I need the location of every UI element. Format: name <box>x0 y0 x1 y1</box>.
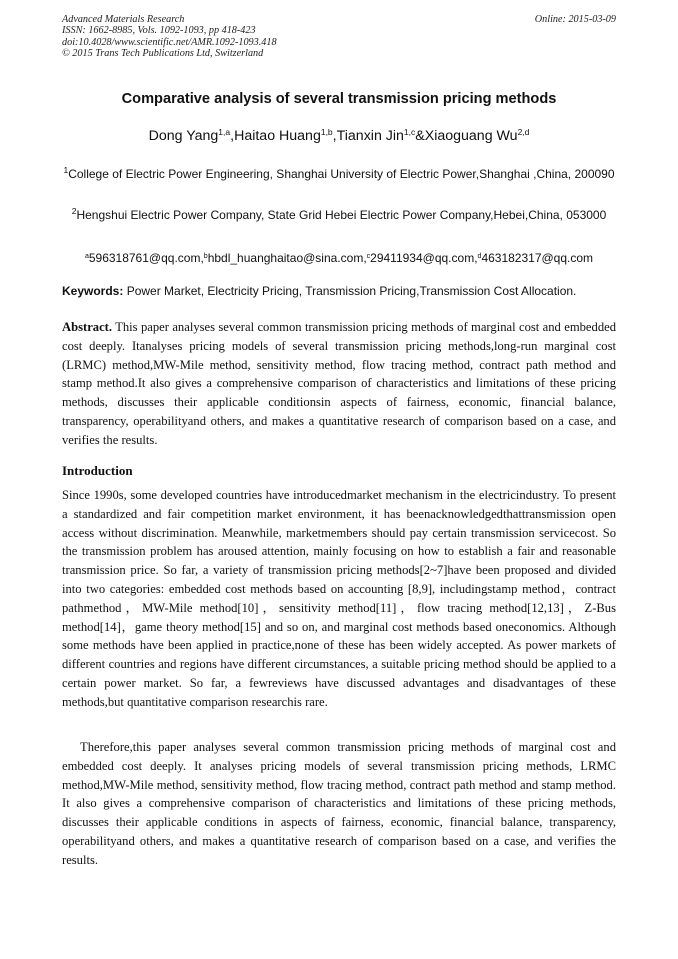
author-sup: 2,d <box>517 127 530 137</box>
author-sup: 1,b <box>320 127 333 137</box>
affiliation-text: College of Electric Power Engineering, Shanghai University of Electric Power,Shanghai ,China, 200090 <box>68 167 615 181</box>
email-address: 596318761@qq.com, <box>88 251 204 265</box>
online-date: Online: 2015-03-09 <box>534 14 616 25</box>
email-sup: a <box>84 253 89 260</box>
keywords-line <box>62 284 616 298</box>
author-separator: , <box>332 128 337 144</box>
author-sup: 1,c <box>403 127 416 137</box>
abstract-label: Abstract. <box>62 320 113 334</box>
email-sup: c <box>366 253 371 260</box>
email-address: hbdl_huanghaitao@sina.com, <box>207 251 367 265</box>
affiliation-text: Hengshui Electric Power Company, State Grid Hebei Electric Power Company,Hebei,China, 053000 <box>76 208 607 222</box>
journal-header <box>62 14 616 59</box>
issn-line: ISSN: 1662-8985, Vols. 1092-1093, pp 418-423 <box>62 25 256 37</box>
abstract-paragraph <box>62 318 616 450</box>
keywords-text: Power Market, Electricity Pricing, Transmission Pricing,Transmission Cost Allocation. <box>123 284 577 298</box>
intro-paragraph-1: Since 1990s, some developed countries have introducedmarket mechanism in the electricindustry. To present a standardized and fair competition market environment, it has beenacknowledgedthattransmission open access without discrimination. Meanwhile, marketmembers should pay certain transmission servicecost. So the transmission problem has aroused attention, mainly focusing on how to establish a fair and reasonable transmission price. So far, a variety of transmission pricing methods[2~7]have been proposed and divided into two categories: embedded cost methods based on accounting [8,9], includingstamp method，contract pathmethod，MW-Mile method[10]，sensitivity method[11]，flow tracing method[12,13]，Z-Bus method[14]，game theory method[15] and so on, and marginal cost methods based oneconomics. Although some methods have been applied in practice,none of these has been widely accepted. As power markets of different countries and regions have different circumstances, a suitable pricing method should be applied to a certain power market. So far, a fewreviews have discussed advantages and disadvantages of these methods,but quantitative comparison researchis rare. <box>62 488 616 709</box>
author-separator: & <box>415 128 425 144</box>
author-separator: , <box>230 128 235 144</box>
author-name: Xiaoguang Wu <box>424 128 518 144</box>
author-list <box>62 128 616 144</box>
email-list <box>62 251 616 265</box>
email-address: 29411934@qq.com, <box>370 251 478 265</box>
paper-title: Comparative analysis of several transmission pricing methods <box>121 91 557 107</box>
affiliation-2 <box>62 206 616 225</box>
copyright-line: © 2015 Trans Tech Publications Ltd, Switzerland <box>62 47 264 59</box>
affiliation-sup: 1 <box>63 165 69 175</box>
email-sup: d <box>477 253 482 260</box>
doi-line: doi:10.4028/www.scientific.net/AMR.1092-1093.418 <box>62 36 277 48</box>
author-name: Tianxin Jin <box>336 128 404 144</box>
author-name: Dong Yang <box>148 128 219 144</box>
affiliation-sup: 2 <box>71 206 77 216</box>
author-sup: 1,a <box>218 127 231 137</box>
intro-paragraph-2: Therefore,this paper analyses several common transmission pricing methods of marginal cost and embedded cost deeply. It analyses pricing models of several transmission pricing methods, LRMC method,MW-Mile method, sensitivity method, flow tracing method, contract path method and stamp method. It also gives a comprehensive comparison of characteristics and limitations of these pricing methods, discusses their applicable conditions in aspects of fairness, economic, financial balance, transparency, operabilityand others, and makes a quantitative research of comparison based on a case, and verifies the results. <box>62 740 616 867</box>
journal-name: Advanced Materials Research <box>62 14 185 25</box>
email-sup: b <box>203 253 208 260</box>
keywords-label: Keywords: <box>62 284 124 298</box>
section-heading-introduction: Introduction <box>62 463 133 478</box>
affiliation-1 <box>62 165 616 184</box>
author-name: Haitao Huang <box>234 128 321 144</box>
email-address: 463182317@qq.com <box>481 251 594 265</box>
abstract-text: This paper analyses several common transmission pricing methods of marginal cost and embedded cost deeply. Itanalyses pricing models of several transmission pricing methods,long-run marginal cost (LRMC) method,MW-Mile method, sensitivity method, flow tracing method, contract path method and stamp method.It also gives a comprehensive comparison of characteristics and limitations of these pricing methods, discusses their applicable conditionsin aspects of fairness, economic, financial balance, transparency, operabilityand others, and makes a quantitative research of comparison based on a case, and verifies the results. <box>62 320 616 447</box>
